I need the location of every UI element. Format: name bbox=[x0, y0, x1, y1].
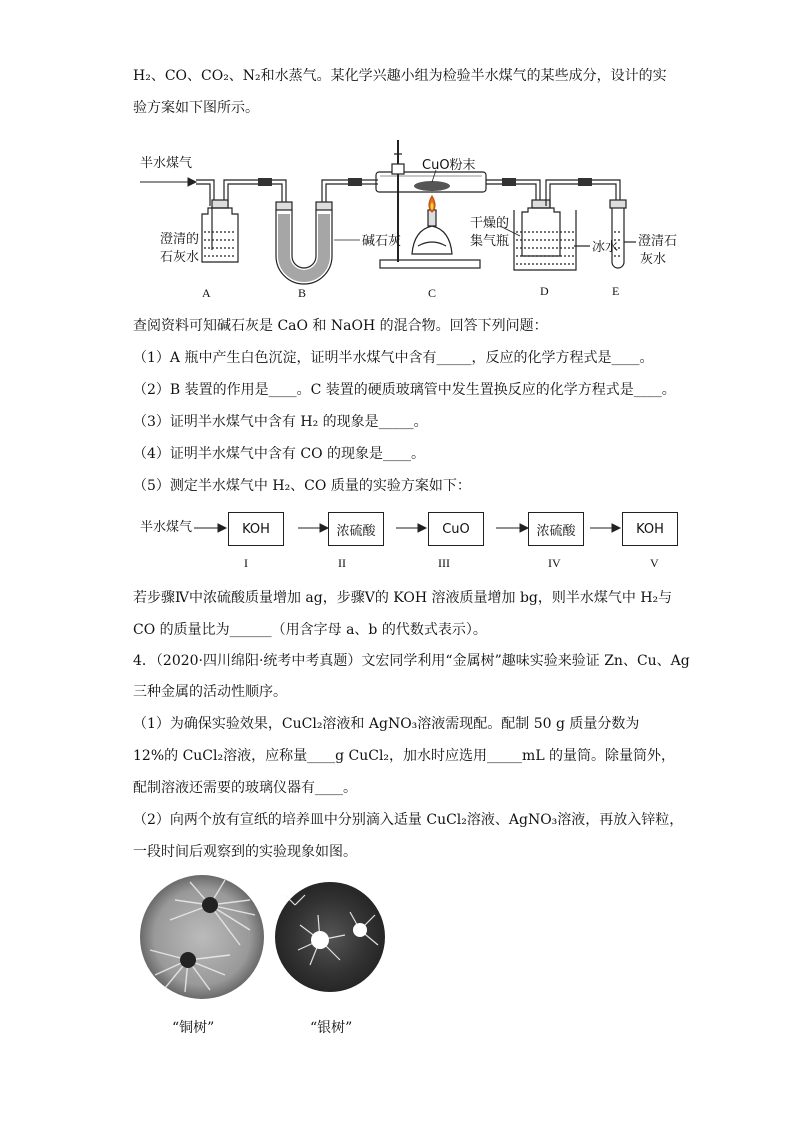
step-4: IV bbox=[548, 556, 561, 570]
flow-box-h2so4-2: 浓硫酸 bbox=[528, 512, 584, 546]
step-3: III bbox=[438, 556, 450, 570]
letter-e: E bbox=[612, 284, 620, 298]
q4-part-1b: 12%的 CuCl₂溶液，应称量____g CuCl₂，加水时应选用_____mL 的量筒。除量筒外， bbox=[133, 748, 676, 764]
q3-part-1: （1）A 瓶中产生白色沉淀，证明半水煤气中含有_____，反应的化学方程式是____。 bbox=[133, 350, 654, 366]
e-label-1: 澄清石 bbox=[638, 234, 678, 249]
silver-tree-dish bbox=[275, 882, 385, 992]
copper-tree-caption: “铜树” bbox=[172, 1020, 215, 1036]
intro-line-2: 验方案如下图所示。 bbox=[133, 100, 259, 116]
q4-part-2a: （2）向两个放有宣纸的培养皿中分别滴入适量 CuCl₂溶液、AgNO₃溶液，再放入锌粒， bbox=[133, 812, 684, 828]
letter-b: B bbox=[298, 286, 307, 300]
copper-tree-dish bbox=[140, 875, 264, 999]
q3-part-4: （4）证明半水煤气中含有 CO 的现象是____。 bbox=[133, 446, 425, 462]
letter-a: A bbox=[202, 286, 211, 300]
d-label: 冰水 bbox=[592, 240, 619, 255]
flow-box-h2so4-1: 浓硫酸 bbox=[328, 512, 384, 546]
letter-d: D bbox=[540, 284, 549, 298]
q3b-line-1: 若步骤Ⅳ中浓硫酸质量增加 ag，步骤Ⅴ的 KOH 溶液质量增加 bg，则半水煤气中 H₂与 bbox=[133, 590, 673, 606]
flow-box-cuo: CuO bbox=[428, 512, 484, 546]
step-5: V bbox=[650, 556, 659, 570]
flow-box-koh-2: KOH bbox=[622, 512, 678, 546]
step-2: II bbox=[338, 556, 346, 570]
q3b-line-2: CO 的质量比为______（用含字母 a、b 的代数式表示）。 bbox=[133, 622, 487, 638]
flow-box-koh-1: KOH bbox=[228, 512, 284, 546]
q4-part-1c: 配制溶液还需要的玻璃仪器有____。 bbox=[133, 780, 357, 796]
q4-part-1a: （1）为确保实验效果，CuCl₂溶液和 AgNO₃溶液需现配。配制 50 g 质量分数为 bbox=[133, 716, 640, 732]
cuo-label: CuO粉末 bbox=[422, 158, 476, 173]
silver-tree-caption: “银树” bbox=[310, 1020, 353, 1036]
e-label-2: 灰水 bbox=[640, 252, 667, 267]
q3-part-3: （3）证明半水煤气中含有 H₂ 的现象是_____。 bbox=[133, 414, 428, 430]
c-label-1: 干燥的 bbox=[470, 216, 510, 231]
intro-line-1: H₂、CO、CO₂、N₂和水蒸气。某化学兴趣小组为检验半水煤气的某些成分，设计的实 bbox=[133, 68, 667, 84]
flow-start: 半水煤气 bbox=[140, 520, 193, 535]
a-label-2: 石灰水 bbox=[160, 250, 200, 265]
q4-part-2b: 一段时间后观察到的实验现象如图。 bbox=[133, 844, 357, 860]
q3-part-2: （2）B 装置的作用是____。C 装置的硬质玻璃管中发生置换反应的化学方程式是____。 bbox=[133, 382, 676, 398]
letter-c: C bbox=[428, 286, 437, 300]
q4-line-2: 三种金属的活动性顺序。 bbox=[133, 684, 287, 700]
c-label-2: 集气瓶 bbox=[470, 234, 510, 249]
a-label-1: 澄清的 bbox=[160, 232, 200, 247]
step-1: I bbox=[244, 556, 248, 570]
b-label: 碱石灰 bbox=[362, 234, 402, 249]
q4-line-1: 4．（2020·四川绵阳·统考中考真题）文宏同学利用“金属树”趣味实验来验证 Zn、Cu、Ag bbox=[133, 653, 690, 669]
q3-note: 查阅资料可知碱石灰是 CaO 和 NaOH 的混合物。回答下列问题： bbox=[133, 318, 548, 334]
q3-part-5: （5）测定半水煤气中 H₂、CO 质量的实验方案如下： bbox=[133, 478, 471, 494]
inlet-label: 半水煤气 bbox=[140, 156, 193, 171]
